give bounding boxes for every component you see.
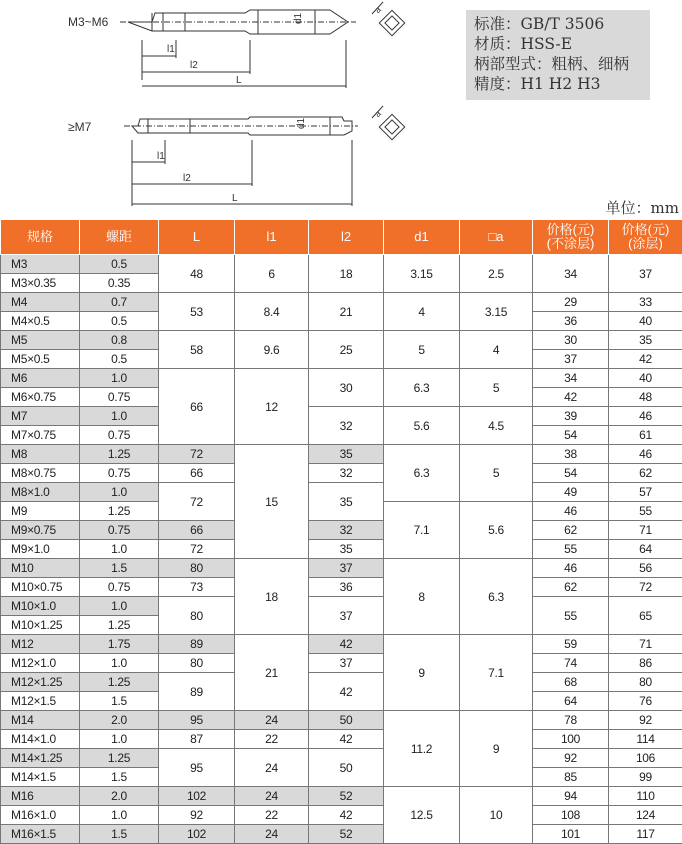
header-L: L — [159, 220, 235, 255]
shank-type-text: 柄部型式：粗柄、细柄 — [474, 54, 650, 74]
p2-cell: 72 — [609, 578, 682, 597]
d1-cell: 6.3 — [384, 369, 460, 407]
l1-cell: 22 — [235, 730, 309, 749]
pitch-cell: 0.75 — [80, 578, 159, 597]
p1-cell: 49 — [533, 483, 609, 502]
l2-cell: 25 — [309, 331, 384, 369]
L-cell: 66 — [159, 521, 235, 540]
spec-cell: M7 — [1, 407, 80, 426]
L-cell: 66 — [159, 369, 235, 445]
table-row — [1, 711, 682, 730]
p1-cell: 101 — [533, 825, 609, 844]
pitch-cell: 1.0 — [80, 597, 159, 616]
p2-cell: 55 — [609, 502, 682, 521]
table-row — [1, 578, 682, 597]
p1-cell: 54 — [533, 426, 609, 445]
p2-cell: 114 — [609, 730, 682, 749]
pitch-cell: 1.5 — [80, 692, 159, 711]
table-row — [1, 293, 682, 312]
pitch-cell: 0.75 — [80, 521, 159, 540]
spec-cell: M16×1.5 — [1, 825, 80, 844]
spec-cell: M16 — [1, 787, 80, 806]
L-cell: 72 — [159, 483, 235, 521]
header-l1: l1 — [235, 220, 309, 255]
spec-cell: M14×1.0 — [1, 730, 80, 749]
table-row — [1, 825, 682, 844]
dim-l1-bottom: l1 — [157, 151, 165, 162]
L-cell: 48 — [159, 255, 235, 293]
table-row — [1, 331, 682, 350]
pitch-cell: 0.7 — [80, 293, 159, 312]
pitch-cell: 0.5 — [80, 350, 159, 369]
dim-l1-top: l1 — [167, 44, 175, 55]
p2-cell: 117 — [609, 825, 682, 844]
table-row — [1, 369, 682, 388]
spec-cell: M10×1.25 — [1, 616, 80, 635]
table-row — [1, 597, 682, 616]
table-row — [1, 730, 682, 749]
l1-cell: 24 — [235, 749, 309, 787]
p1-cell: 55 — [533, 597, 609, 635]
d1-cell: 7.1 — [384, 502, 460, 559]
l1-cell: 24 — [235, 825, 309, 844]
pitch-cell: 1.0 — [80, 369, 159, 388]
dim-d1-top: d1 — [293, 12, 304, 24]
spec-cell: M12×1.25 — [1, 673, 80, 692]
p2-cell: 71 — [609, 521, 682, 540]
pitch-cell: 1.0 — [80, 806, 159, 825]
pitch-cell: 1.25 — [80, 445, 159, 464]
table-row — [1, 540, 682, 559]
spec-cell: M14×1.5 — [1, 768, 80, 787]
pitch-cell: 0.8 — [80, 331, 159, 350]
dim-a-bottom: a — [372, 108, 383, 119]
l2-cell: 37 — [309, 559, 384, 578]
pitch-cell: 0.35 — [80, 274, 159, 293]
dim-a-top: a — [372, 4, 383, 15]
p2-cell: 124 — [609, 806, 682, 825]
spec-cell: M4×0.5 — [1, 312, 80, 331]
p1-cell: 36 — [533, 312, 609, 331]
pitch-cell: 1.25 — [80, 749, 159, 768]
a-cell: 5 — [460, 445, 533, 502]
spec-cell: M3×0.35 — [1, 274, 80, 293]
dim-l2-top: l2 — [190, 60, 198, 71]
a-cell: 4 — [460, 331, 533, 369]
p1-cell: 74 — [533, 654, 609, 673]
p2-cell: 86 — [609, 654, 682, 673]
header-pitch: 螺距 — [80, 220, 159, 255]
p2-cell: 57 — [609, 483, 682, 502]
l2-cell: 21 — [309, 293, 384, 331]
pitch-cell: 1.25 — [80, 502, 159, 521]
precision-text: 精度：H1 H2 H3 — [474, 74, 650, 94]
l1-cell: 21 — [235, 635, 309, 711]
pitch-cell: 1.75 — [80, 635, 159, 654]
label-large-sizes: ≥M7 — [68, 120, 92, 134]
header-price-coated: 价格(元) (涂层) — [609, 220, 682, 255]
a-cell: 3.15 — [460, 293, 533, 331]
spec-cell: M12 — [1, 635, 80, 654]
spec-cell: M9×1.0 — [1, 540, 80, 559]
p2-cell: 110 — [609, 787, 682, 806]
p2-cell: 106 — [609, 749, 682, 768]
standard-text: 标准：GB/T 3506 — [474, 14, 650, 34]
p2-cell: 37 — [609, 255, 682, 293]
p2-cell: 99 — [609, 768, 682, 787]
l1-cell: 24 — [235, 711, 309, 730]
p2-cell: 42 — [609, 350, 682, 369]
l2-cell: 18 — [309, 255, 384, 293]
l2-cell: 52 — [309, 787, 384, 806]
p2-cell: 35 — [609, 331, 682, 350]
header-price-uncoated: 价格(元) (不涂层) — [533, 220, 609, 255]
L-cell: 89 — [159, 635, 235, 654]
table-row — [1, 654, 682, 673]
l1-cell: 6 — [235, 255, 309, 293]
unit-label: 单位：mm — [606, 197, 679, 218]
p2-cell: 80 — [609, 673, 682, 692]
pitch-cell: 2.0 — [80, 787, 159, 806]
a-cell: 10 — [460, 787, 533, 844]
p1-cell: 62 — [533, 521, 609, 540]
spec-cell: M8×1.0 — [1, 483, 80, 502]
pitch-cell: 1.0 — [80, 654, 159, 673]
L-cell: 66 — [159, 464, 235, 483]
header-spec: 规格 — [1, 220, 80, 255]
d1-cell: 3.15 — [384, 255, 460, 293]
l1-cell: 22 — [235, 806, 309, 825]
pitch-cell: 1.0 — [80, 730, 159, 749]
pitch-cell: 1.0 — [80, 407, 159, 426]
pitch-cell: 1.5 — [80, 559, 159, 578]
L-cell: 72 — [159, 445, 235, 464]
p1-cell: 68 — [533, 673, 609, 692]
p2-cell: 40 — [609, 369, 682, 388]
label-small-sizes: M3~M6 — [68, 15, 109, 29]
p2-cell: 64 — [609, 540, 682, 559]
table-row — [1, 787, 682, 806]
l1-cell: 12 — [235, 369, 309, 445]
L-cell: 80 — [159, 597, 235, 635]
table-header-row — [1, 220, 682, 255]
p1-cell: 54 — [533, 464, 609, 483]
L-cell: 72 — [159, 540, 235, 559]
material-text: 材质：HSS-E — [474, 34, 650, 54]
header-d1: d1 — [384, 220, 460, 255]
l2-cell: 35 — [309, 540, 384, 559]
p1-cell: 64 — [533, 692, 609, 711]
l2-cell: 42 — [309, 730, 384, 749]
p2-cell: 71 — [609, 635, 682, 654]
p1-cell: 37 — [533, 350, 609, 369]
table-row — [1, 559, 682, 578]
l2-cell: 32 — [309, 464, 384, 483]
tap-spec-table — [0, 219, 682, 844]
d1-cell: 5.6 — [384, 407, 460, 445]
p2-cell: 76 — [609, 692, 682, 711]
L-cell: 73 — [159, 578, 235, 597]
spec-cell: M14 — [1, 711, 80, 730]
p2-cell: 33 — [609, 293, 682, 312]
L-cell: 95 — [159, 749, 235, 787]
pitch-cell: 2.0 — [80, 711, 159, 730]
spec-cell: M3 — [1, 255, 80, 274]
l2-cell: 42 — [309, 673, 384, 711]
L-cell: 92 — [159, 806, 235, 825]
p1-cell: 92 — [533, 749, 609, 768]
spec-cell: M8 — [1, 445, 80, 464]
L-cell: 53 — [159, 293, 235, 331]
l2-cell: 50 — [309, 749, 384, 787]
l2-cell: 30 — [309, 369, 384, 407]
pitch-cell: 1.0 — [80, 540, 159, 559]
pitch-cell: 1.5 — [80, 825, 159, 844]
p1-cell: 29 — [533, 293, 609, 312]
L-cell: 58 — [159, 331, 235, 369]
p2-cell: 46 — [609, 445, 682, 464]
p2-cell: 46 — [609, 407, 682, 426]
l2-cell: 32 — [309, 521, 384, 540]
L-cell: 89 — [159, 673, 235, 711]
pitch-cell: 0.5 — [80, 312, 159, 331]
p1-cell: 100 — [533, 730, 609, 749]
spec-cell: M5×0.5 — [1, 350, 80, 369]
a-cell: 7.1 — [460, 635, 533, 711]
d1-cell: 8 — [384, 559, 460, 635]
d1-cell: 9 — [384, 635, 460, 711]
spec-cell: M10×0.75 — [1, 578, 80, 597]
table-row — [1, 749, 682, 768]
spec-cell: M6×0.75 — [1, 388, 80, 407]
spec-info-box — [466, 10, 650, 100]
p2-cell: 65 — [609, 597, 682, 635]
spec-cell: M12×1.5 — [1, 692, 80, 711]
dim-L-bottom: L — [232, 193, 238, 204]
p1-cell: 108 — [533, 806, 609, 825]
table-row — [1, 464, 682, 483]
a-cell: 5.6 — [460, 502, 533, 559]
l1-cell: 18 — [235, 559, 309, 635]
spec-cell: M9×0.75 — [1, 521, 80, 540]
l2-cell: 37 — [309, 654, 384, 673]
l1-cell: 15 — [235, 445, 309, 559]
p2-cell: 92 — [609, 711, 682, 730]
l2-cell: 50 — [309, 711, 384, 730]
p1-cell: 30 — [533, 331, 609, 350]
p1-cell: 55 — [533, 540, 609, 559]
l2-cell: 32 — [309, 407, 384, 445]
pitch-cell: 0.75 — [80, 464, 159, 483]
pitch-cell: 1.25 — [80, 616, 159, 635]
L-cell: 102 — [159, 825, 235, 844]
table-row — [1, 483, 682, 502]
p2-cell: 62 — [609, 464, 682, 483]
p1-cell: 38 — [533, 445, 609, 464]
l1-cell: 9.6 — [235, 331, 309, 369]
p1-cell: 42 — [533, 388, 609, 407]
spec-cell: M7×0.75 — [1, 426, 80, 445]
d1-cell: 4 — [384, 293, 460, 331]
dim-L-top: L — [236, 75, 242, 86]
L-cell: 102 — [159, 787, 235, 806]
spec-cell: M14×1.25 — [1, 749, 80, 768]
pitch-cell: 1.5 — [80, 768, 159, 787]
l2-cell: 35 — [309, 483, 384, 521]
header-a: □a — [460, 220, 533, 255]
a-cell: 6.3 — [460, 559, 533, 635]
d1-cell: 5 — [384, 331, 460, 369]
L-cell: 80 — [159, 559, 235, 578]
d1-cell: 11.2 — [384, 711, 460, 787]
spec-cell: M10 — [1, 559, 80, 578]
d1-cell: 12.5 — [384, 787, 460, 844]
a-cell: 2.5 — [460, 255, 533, 293]
p2-cell: 56 — [609, 559, 682, 578]
spec-cell: M8×0.75 — [1, 464, 80, 483]
spec-cell: M9 — [1, 502, 80, 521]
pitch-cell: 0.75 — [80, 426, 159, 445]
p1-cell: 39 — [533, 407, 609, 426]
l2-cell: 52 — [309, 825, 384, 844]
p2-cell: 61 — [609, 426, 682, 445]
l2-cell: 36 — [309, 578, 384, 597]
header-l2: l2 — [309, 220, 384, 255]
l2-cell: 42 — [309, 806, 384, 825]
dim-d1-bottom: d1 — [296, 117, 307, 129]
table-row — [1, 445, 682, 464]
pitch-cell: 0.5 — [80, 255, 159, 274]
d1-cell: 6.3 — [384, 445, 460, 502]
pitch-cell: 0.75 — [80, 388, 159, 407]
p1-cell: 94 — [533, 787, 609, 806]
p1-cell: 34 — [533, 369, 609, 388]
p1-cell: 34 — [533, 255, 609, 293]
a-cell: 5 — [460, 369, 533, 407]
p1-cell: 78 — [533, 711, 609, 730]
l1-cell: 24 — [235, 787, 309, 806]
p2-cell: 40 — [609, 312, 682, 331]
p1-cell: 46 — [533, 559, 609, 578]
l2-cell: 37 — [309, 597, 384, 635]
spec-cell: M5 — [1, 331, 80, 350]
l1-cell: 8.4 — [235, 293, 309, 331]
table-row — [1, 407, 682, 426]
p1-cell: 59 — [533, 635, 609, 654]
spec-cell: M16×1.0 — [1, 806, 80, 825]
spec-cell: M12×1.0 — [1, 654, 80, 673]
L-cell: 95 — [159, 711, 235, 730]
l2-cell: 35 — [309, 445, 384, 464]
spec-cell: M6 — [1, 369, 80, 388]
p1-cell: 85 — [533, 768, 609, 787]
table-row — [1, 673, 682, 692]
L-cell: 80 — [159, 654, 235, 673]
pitch-cell: 1.0 — [80, 483, 159, 502]
a-cell: 4.5 — [460, 407, 533, 445]
table-row — [1, 635, 682, 654]
dim-l2-bottom: l2 — [183, 173, 191, 184]
L-cell: 87 — [159, 730, 235, 749]
spec-cell: M4 — [1, 293, 80, 312]
table-row — [1, 806, 682, 825]
a-cell: 9 — [460, 711, 533, 787]
p1-cell: 62 — [533, 578, 609, 597]
pitch-cell: 1.25 — [80, 673, 159, 692]
l2-cell: 42 — [309, 635, 384, 654]
spec-cell: M10×1.0 — [1, 597, 80, 616]
p1-cell: 46 — [533, 502, 609, 521]
table-row — [1, 521, 682, 540]
p2-cell: 48 — [609, 388, 682, 407]
table-row — [1, 255, 682, 274]
